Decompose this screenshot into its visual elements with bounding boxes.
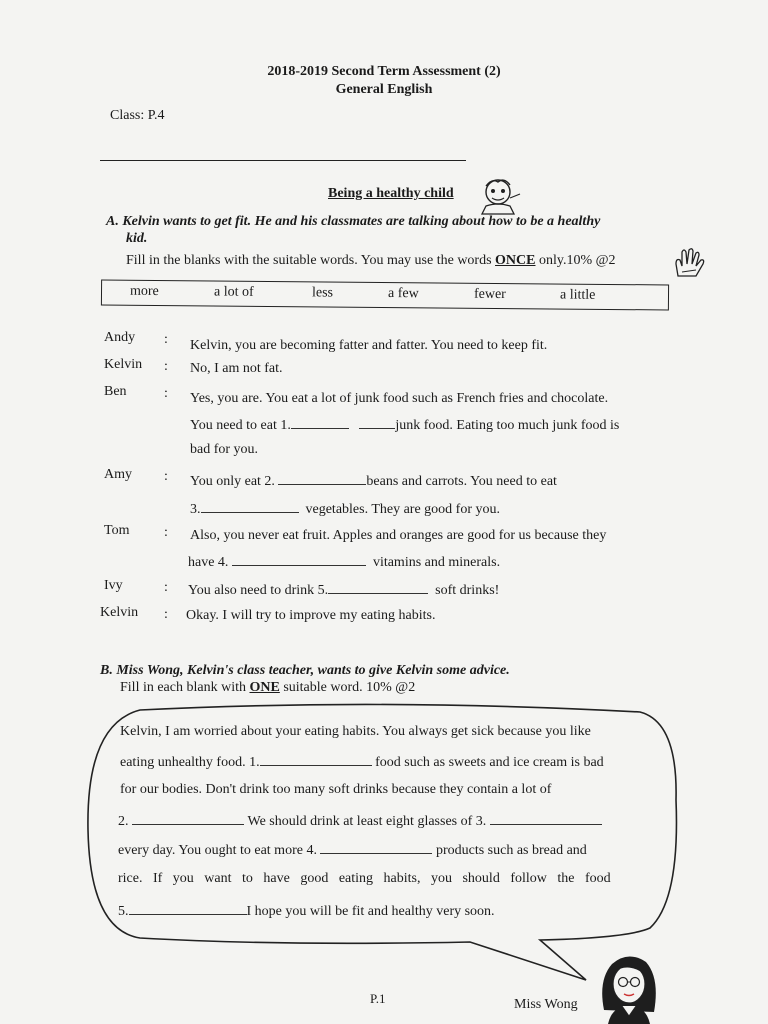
dialogue-line: Yes, you are. You eat a lot of junk food such as French fries and chocolate. — [190, 391, 609, 406]
hand-icon — [670, 246, 710, 282]
name-line — [100, 160, 466, 161]
answer-blank-a3[interactable] — [201, 500, 299, 513]
page-number: P.1 — [370, 991, 386, 1006]
dialogue-line: have 4. vitamins and minerals. — [188, 555, 501, 570]
speaker-name: Amy — [104, 467, 132, 482]
colon: : — [164, 469, 168, 484]
speaker-name: Kelvin — [100, 605, 139, 620]
part-a-prompt: A. Kelvin wants to get fit. He and his classmates are talking about how to be a healthy — [106, 214, 601, 229]
word-bank-item: less — [311, 285, 334, 301]
answer-blank-a1-cont[interactable] — [359, 416, 395, 429]
colon: : — [164, 386, 168, 401]
part-a-prompt-cont: kid. — [126, 231, 148, 246]
dialogue-line: You only eat 2. beans and carrots. You need to eat — [190, 474, 557, 489]
subject-title: General English — [335, 82, 433, 97]
word-bank-item: a lot of — [213, 284, 254, 300]
answer-blank-b2[interactable] — [132, 812, 244, 825]
word-bank-item: fewer — [473, 286, 506, 303]
speaker-name: Andy — [104, 330, 136, 345]
speaker-name: Kelvin — [104, 357, 143, 372]
dialogue-line: Kelvin, you are becoming fatter and fatter. You need to keep fit. — [190, 338, 548, 353]
advice-line: eating unhealthy food. 1. food such as sweets and ice cream is bad — [120, 755, 604, 770]
boy-cartoon-icon — [476, 176, 524, 216]
section-title: Being a healthy child — [328, 186, 454, 201]
colon: : — [164, 580, 168, 595]
answer-blank-b1[interactable] — [260, 753, 372, 766]
dialogue-line: 3. vegetables. They are good for you. — [190, 502, 501, 517]
part-a-label: A. — [106, 214, 119, 229]
answer-blank-b3[interactable] — [490, 812, 602, 825]
answer-blank-b5[interactable] — [129, 902, 247, 915]
teacher-name: Miss Wong — [514, 997, 578, 1012]
part-b-label: B. — [100, 663, 113, 678]
teacher-cartoon-icon — [592, 950, 666, 1024]
word-bank-item: more — [129, 283, 159, 300]
advice-line: every day. You ought to eat more 4. products such as bread and — [118, 843, 587, 858]
answer-blank-a5[interactable] — [328, 581, 428, 594]
answer-blank-a2[interactable] — [278, 472, 366, 485]
part-b-prompt: B. Miss Wong, Kelvin's class teacher, wants to give Kelvin some advice. — [100, 663, 510, 678]
dialogue-line: bad for you. — [190, 442, 259, 457]
advice-line: 2. We should drink at least eight glasses of 3. — [118, 812, 602, 830]
advice-line: for our bodies. Don't drink too many soft drinks because they contain a lot of — [120, 782, 552, 797]
answer-blank-a1[interactable] — [291, 416, 349, 429]
dialogue-line: Also, you never eat fruit. Apples and oranges are good for us because they — [190, 528, 607, 543]
answer-blank-b4[interactable] — [320, 841, 432, 854]
assessment-title: 2018-2019 Second Term Assessment (2) — [267, 64, 501, 79]
colon: : — [164, 332, 168, 347]
colon: : — [164, 525, 168, 540]
dialogue-line: Okay. I will try to improve my eating habits. — [186, 608, 436, 623]
speaker-name: Ben — [104, 384, 127, 399]
advice-line: Kelvin, I am worried about your eating habits. You always get sick because you like — [120, 724, 591, 739]
part-a-instruction: Fill in the blanks with the suitable words. You may use the words ONCE only.10% @2 — [126, 253, 616, 268]
class-label: Class: P.4 — [110, 108, 165, 123]
dialogue-line: You also need to drink 5. soft drinks! — [188, 583, 500, 598]
speaker-name: Ivy — [104, 578, 123, 593]
word-bank-item: a little — [559, 287, 596, 303]
dialogue-line: You need to eat 1. junk food. Eating too much junk food is — [190, 418, 620, 433]
colon: : — [164, 607, 168, 622]
advice-line: 5. I hope you will be fit and healthy very soon. — [118, 904, 495, 919]
answer-blank-a4[interactable] — [232, 553, 366, 566]
word-bank-box — [101, 280, 669, 311]
colon: : — [164, 359, 168, 374]
advice-line: rice. If you want to have good eating habits, you should follow the food — [118, 871, 611, 886]
word-bank-item: a few — [387, 286, 419, 302]
speaker-name: Tom — [104, 523, 130, 538]
dialogue-line: No, I am not fat. — [190, 361, 283, 376]
part-b-instruction: Fill in each blank with ONE suitable word. 10% @2 — [120, 680, 416, 695]
